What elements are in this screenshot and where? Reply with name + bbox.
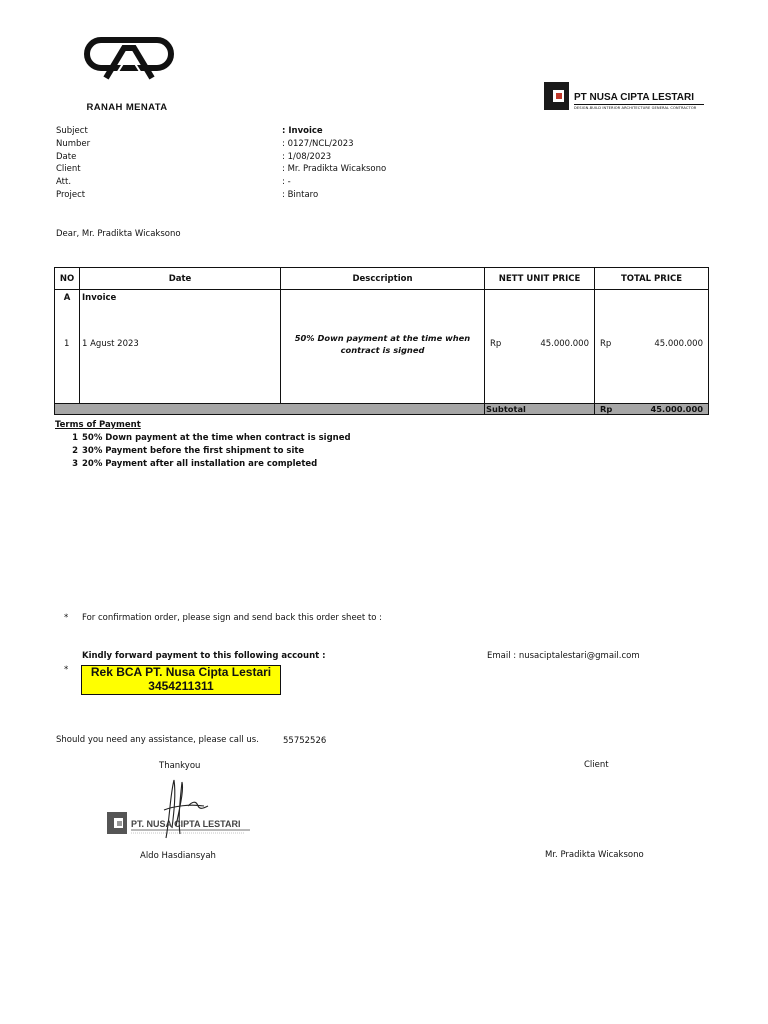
- subtotal-value-cell: [595, 404, 709, 415]
- info-row-number: [56, 139, 456, 152]
- info-row-client: [56, 164, 456, 177]
- invoice-table: [54, 267, 709, 415]
- bank-account-box: [81, 665, 281, 695]
- term-text: 30% Payment before the first shipment to site: [82, 446, 305, 456]
- contact-email: Email : nusaciptalestari@gmail.com: [487, 651, 640, 661]
- cell-total-price: [595, 290, 709, 404]
- cell-date: [80, 290, 281, 404]
- info-row-project: [56, 190, 456, 203]
- term-number: 1: [72, 433, 78, 443]
- subtotal-currency: Rp: [600, 404, 613, 414]
- col-header-description: Desccription: [281, 268, 485, 290]
- info-label: Number: [56, 138, 91, 149]
- col-header-date: Date: [80, 268, 281, 290]
- info-value: : Bintaro: [282, 189, 319, 200]
- greeting: Dear, Mr. Pradikta Wicaksono: [56, 229, 181, 239]
- phone-number: 55752526: [283, 736, 327, 746]
- bullet-icon: *: [64, 665, 69, 675]
- stamp-text: PT. NUSA CIPTA LESTARI: [131, 819, 241, 829]
- col-header-no: NO: [55, 268, 80, 290]
- unit-currency: Rp: [490, 339, 502, 349]
- col-header-total-price: TOTAL PRICE: [595, 268, 709, 290]
- info-label: Subject: [56, 126, 88, 136]
- term-text: 20% Payment after all installation are completed: [82, 459, 318, 469]
- total-price: 45.000.000: [654, 339, 703, 349]
- terms-title: Terms of Payment: [55, 420, 141, 430]
- info-label: Date: [56, 151, 77, 162]
- left-company-name: RANAH MENATA: [86, 102, 168, 113]
- nusa-cipta-logo: [544, 82, 706, 112]
- term-number: 2: [72, 446, 78, 456]
- cell-description: [281, 290, 485, 404]
- table-header-row: [55, 268, 709, 290]
- info-value: : -: [282, 177, 291, 188]
- col-header-unit-price: NETT UNIT PRICE: [485, 268, 595, 290]
- bank-account-number: 3454211311: [148, 678, 214, 693]
- subtotal-spacer: [55, 404, 485, 415]
- info-row-att: [56, 177, 456, 190]
- table-row: [55, 290, 709, 404]
- nusa-cipta-mark-icon: [544, 82, 569, 110]
- cell-unit-price: [485, 290, 595, 404]
- assistance-text: Should you need any assistance, please call us.: [56, 735, 259, 745]
- info-label: Att.: [56, 177, 72, 188]
- logo-rule: [574, 104, 704, 105]
- item-no: 1: [64, 339, 70, 349]
- info-row-date: [56, 152, 456, 165]
- thanks-text: Thankyou: [159, 761, 201, 771]
- subtotal-label-cell: [485, 404, 595, 415]
- ranah-menata-logo: [62, 24, 192, 114]
- signer-name: Aldo Hasdiansyah: [140, 851, 216, 861]
- term-text: 50% Down payment at the time when contract is signed: [82, 433, 351, 443]
- info-label: Client: [56, 164, 81, 175]
- info-label: Project: [56, 189, 86, 200]
- bullet-icon: *: [64, 613, 69, 623]
- item-date: 1 Agust 2023: [82, 339, 139, 349]
- subtotal-value: 45.000.000: [650, 404, 703, 414]
- ranah-menata-mark-icon: [84, 36, 174, 82]
- info-row-subject: [56, 126, 456, 139]
- item-description: 50% Down payment at the time when contract is signed: [294, 333, 471, 355]
- section-label: Invoice: [82, 293, 117, 303]
- payment-instruction: Kindly forward payment to this following account :: [82, 651, 326, 661]
- info-value: : 1/08/2023: [282, 151, 332, 162]
- term-number: 3: [72, 459, 78, 469]
- confirmation-text: For confirmation order, please sign and send back this order sheet to :: [82, 613, 383, 623]
- cell-no: [55, 290, 80, 404]
- right-company-tagline: DESIGN-BUILD INTERIOR ARCHITECTURE GENERAL CONTRACTOR: [574, 106, 697, 110]
- info-value: : Mr. Pradikta Wicaksono: [282, 164, 387, 175]
- info-value: : Invoice: [282, 126, 323, 136]
- section-no: A: [63, 293, 71, 303]
- subtotal-row: [55, 404, 709, 415]
- subtotal-label: Subtotal: [486, 404, 526, 414]
- info-value: : 0127/NCL/2023: [282, 138, 354, 149]
- client-label: Client: [584, 760, 609, 770]
- invoice-info: [56, 126, 456, 203]
- bank-name: Rek BCA PT. Nusa Cipta Lestari: [90, 665, 272, 679]
- unit-price: 45.000.000: [540, 339, 589, 349]
- total-currency: Rp: [600, 339, 612, 349]
- client-signature-name: Mr. Pradikta Wicaksono: [545, 850, 644, 860]
- signature-stamp-icon: [104, 776, 254, 842]
- right-company-name: PT NUSA CIPTA LESTARI: [574, 92, 694, 103]
